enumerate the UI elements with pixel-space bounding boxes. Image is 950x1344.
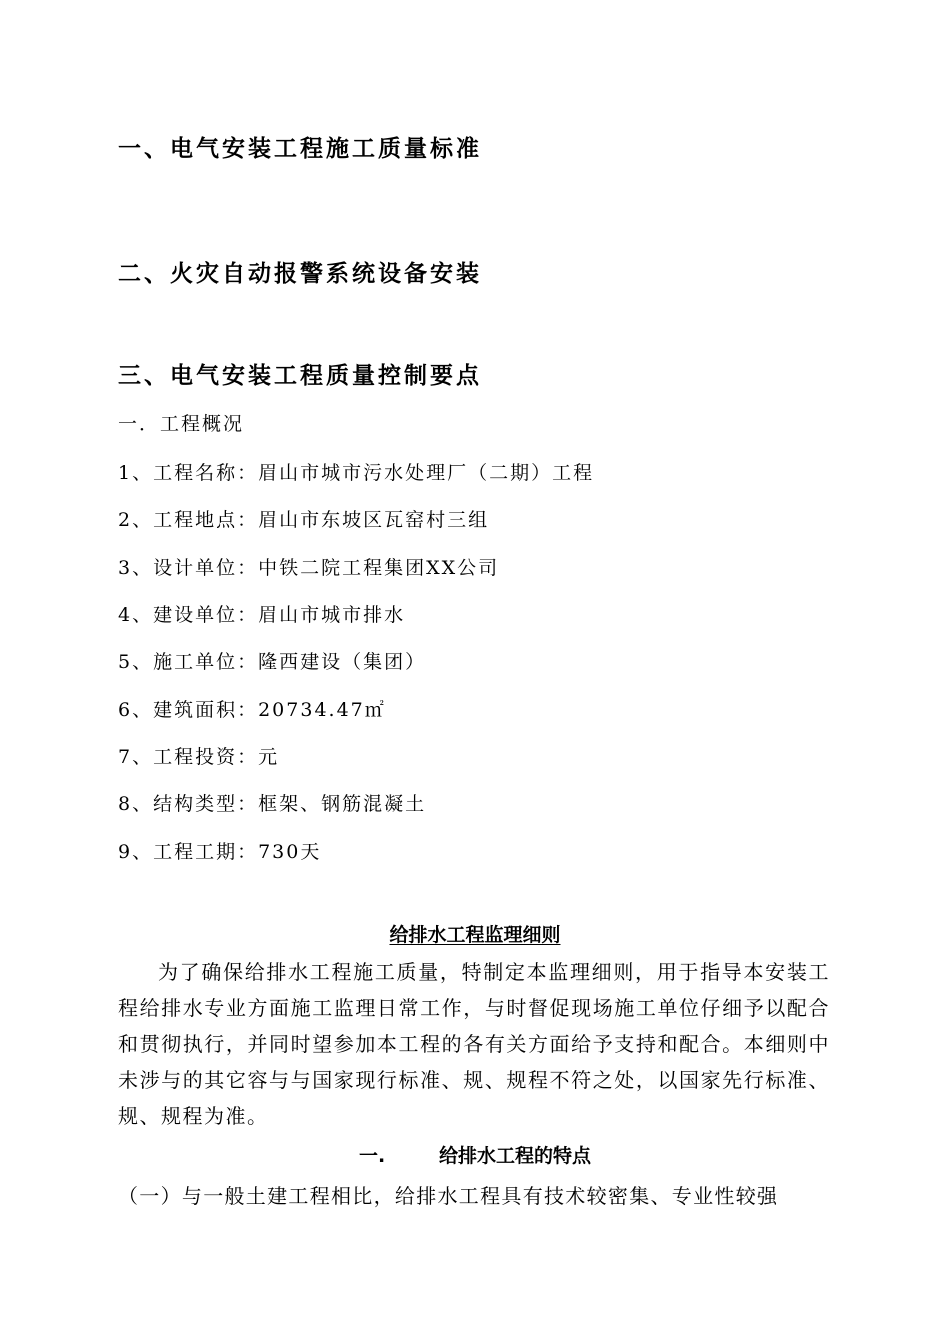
overview-title: 一．工程概况: [118, 413, 245, 435]
heading-electrical-quality-control: 三、电气安装工程质量控制要点: [118, 363, 482, 389]
overview-item: 7、工程投资：元: [118, 746, 280, 768]
body-line: （一）与一般土建工程相比，给排水工程具有技术较密集、专业性较强: [118, 1184, 779, 1208]
overview-item: 6、建筑面积：20734.47㎡: [118, 699, 386, 721]
overview-item: 5、施工单位：隆西建设（集团）: [118, 651, 427, 673]
overview-item: 8、结构类型：框架、钢筋混凝土: [118, 793, 427, 815]
overview-item: 4、建设单位：眉山市城市排水: [118, 604, 406, 626]
overview-item: 1、工程名称：眉山市城市污水处理厂（二期）工程: [118, 462, 595, 484]
intro-paragraph: 为了确保给排水工程施工质量，特制定本监理细则，用于指导本安装工程给排水专业方面施工监理日常工作，与时督促现场施工单位仔细予以配合和贯彻执行，并同时望参加本工程的各有关方面给予支持和配合。本细则中未涉与的其它容与与国家现行标准、规、规程不符之处，以国家先行标准、规、规程为准。: [118, 960, 830, 1128]
section-title: [0, 922, 950, 948]
subsection-number: 一.: [358, 1145, 386, 1167]
subsection-heading: [0, 1143, 950, 1169]
section-title-text: 给排水工程监理细则: [389, 924, 561, 946]
heading-electrical-quality-standard: 一、电气安装工程施工质量标准: [118, 136, 482, 162]
heading-fire-alarm-installation: 二、火灾自动报警系统设备安装: [118, 261, 482, 287]
overview-item: 9、工程工期：730天: [118, 841, 322, 863]
overview-item: 2、工程地点：眉山市东坡区瓦窑村三组: [118, 509, 490, 531]
overview-item: 3、设计单位：中铁二院工程集团XX公司: [118, 557, 500, 579]
subsection-title: 给排水工程的特点: [438, 1145, 591, 1167]
